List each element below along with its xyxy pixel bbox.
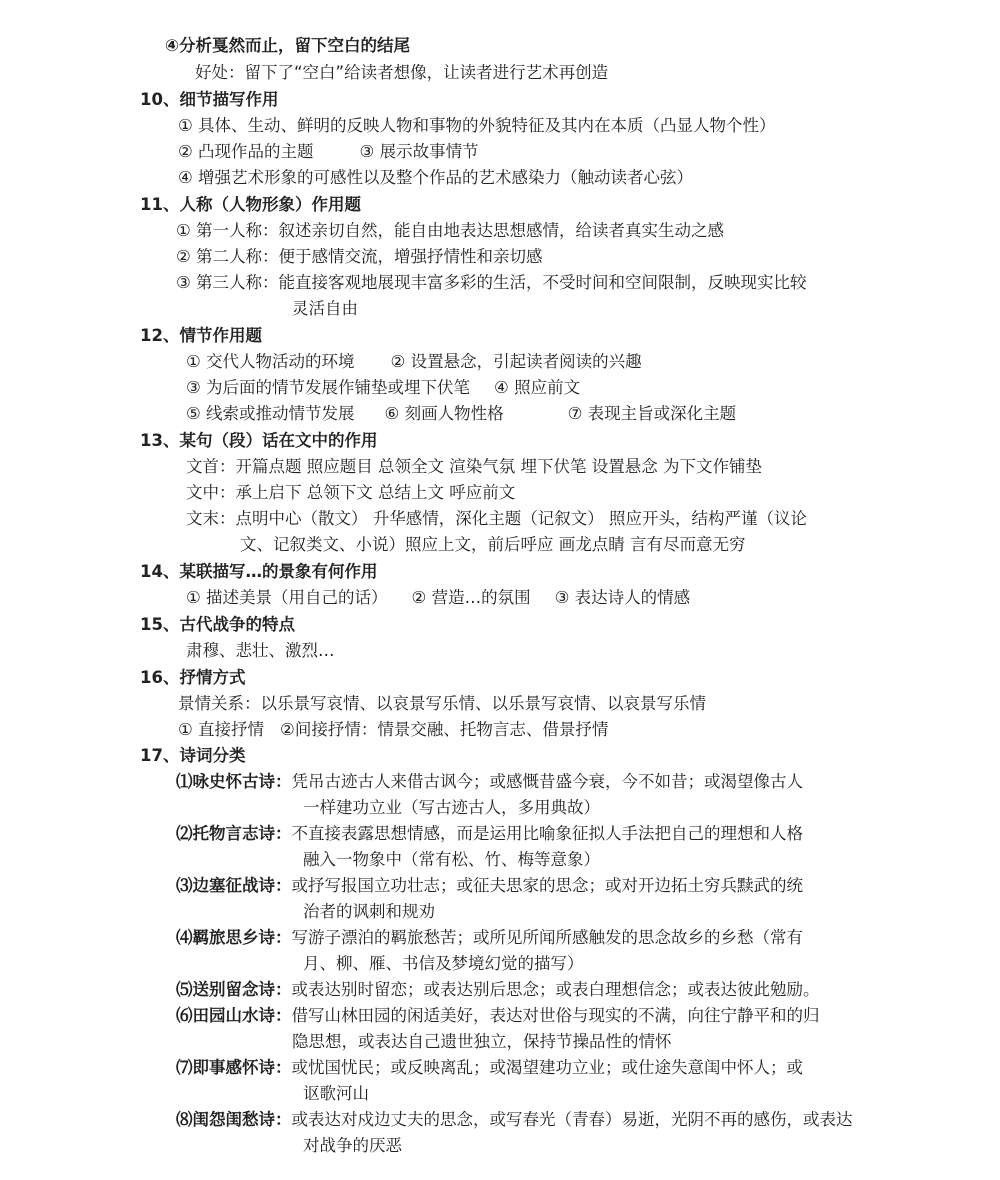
list-item: ① 直接抒情	[178, 720, 265, 739]
list-item: ⑥ 刻画人物性格	[384, 404, 504, 423]
poem-category-continuation: 讴歌河山	[303, 1084, 369, 1103]
poem-category	[176, 1057, 803, 1079]
list-item: ② 凸现作品的主题	[178, 142, 314, 161]
poem-category-text: 或表达对戍边丈夫的思念，或写春光（青春）易逝，光阴不再的感伤，或表达	[291, 1110, 853, 1129]
list-item: ③ 展示故事情节	[359, 142, 479, 161]
section-heading: 15、古代战争的特点	[140, 615, 295, 634]
poem-category-text: 凭吊古迹古人来借古讽今；或感慨昔盛今衰，今不如昔；或渴望像古人	[291, 772, 803, 791]
poem-category-continuation: 月、柳、雁、书信及梦境幻觉的描写）	[303, 954, 584, 973]
poem-category-text: 或忧国忧民；或反映离乱；或渴望建功立业；或仕途失意闺中怀人；或	[291, 1058, 803, 1077]
list-item: ① 交代人物活动的环境	[186, 352, 355, 371]
section-heading: 16、抒情方式	[140, 668, 246, 687]
poem-category-text: 或表达别时留恋；或表达别后思念；或表白理想信念；或表达彼此勉励。	[291, 980, 820, 999]
section-heading: 10、细节描写作用	[140, 90, 279, 109]
poem-category-label: ⑻闺怨闺愁诗：	[176, 1110, 292, 1129]
list-item: ① 描述美景（用自己的话）	[186, 588, 388, 607]
poem-category	[176, 979, 820, 1001]
poem-category	[176, 771, 803, 793]
section-heading: 11、人称（人物形象）作用题	[140, 195, 361, 214]
list-row	[186, 351, 642, 373]
poem-category-text: 或抒写报国立功壮志；或征夫思家的思念；或对开边拓土穷兵黩武的统	[291, 876, 803, 895]
usage-end-continuation: 文、记叙类文、小说）照应上文，前后呼应 画龙点睛 言有尽而意无穷	[240, 535, 746, 554]
usage-end: 文末：点明中心（散文） 升华感情，深化主题（记叙文） 照应开头，结构严谨（议论	[186, 509, 807, 528]
poem-category-continuation: 一样建功立业（写古迹古人，多用典故）	[303, 798, 600, 817]
list-row	[186, 403, 736, 425]
poem-category-text: 写游子漂泊的羁旅愁苦；或所见所闻所感触发的思念故乡的乡愁（常有	[291, 928, 803, 947]
list-item: ① 第一人称：叙述亲切自然，能自由地表达思想感情，给读者真实生动之感	[176, 221, 725, 240]
poem-category	[176, 875, 803, 897]
poem-category-text: 不直接表露思想情感，而是运用比喻象征拟人手法把自己的理想和人格	[291, 824, 803, 843]
list-item: ⑦ 表现主旨或深化主题	[567, 404, 737, 423]
poem-category-label: ⑴咏史怀古诗：	[176, 772, 292, 791]
section-text: 肃穆、悲壮、激烈…	[186, 641, 335, 660]
item-benefit: 好处：留下了“空白”给读者想像，让读者进行艺术再创造	[195, 63, 609, 82]
poem-category-label: ⑺即事感怀诗：	[176, 1058, 292, 1077]
list-row	[186, 587, 690, 609]
poem-category-label: ⑷羁旅思乡诗：	[176, 928, 292, 947]
section-heading: 14、某联描写…的景象有何作用	[140, 562, 378, 581]
list-item: ② 第二人称：便于感情交流，增强抒情性和亲切感	[176, 247, 543, 266]
list-item: ③ 为后面的情节发展作铺垫或埋下伏笔	[186, 378, 471, 397]
list-item: ② 营造…的氛围	[411, 588, 531, 607]
section-heading: 12、情节作用题	[140, 326, 262, 345]
list-item: ②间接抒情：情景交融、托物言志、借景抒情	[280, 720, 609, 739]
item-title: ④分析戛然而止，留下空白的结尾	[165, 36, 410, 55]
list-row	[178, 141, 479, 163]
poem-category-continuation: 对战争的厌恶	[303, 1136, 402, 1155]
list-item: ③ 第三人称：能直接客观地展现丰富多彩的生活，不受时间和空间限制，反映现实比较	[176, 273, 807, 292]
poem-category	[176, 823, 803, 845]
usage-start: 文首：开篇点题 照应题目 总领全文 渲染气氛 埋下伏笔 设置悬念 为下文作铺垫	[186, 457, 762, 476]
poem-category	[176, 1109, 853, 1131]
poem-category-label: ⑹田园山水诗：	[176, 1006, 292, 1025]
list-item: ① 具体、生动、鲜明的反映人物和事物的外貌特征及其内在本质（凸显人物个性）	[178, 116, 776, 135]
list-item: ④ 照应前文	[494, 378, 581, 397]
poem-category-label: ⑵托物言志诗：	[176, 824, 292, 843]
poem-category-continuation: 治者的讽刺和规劝	[303, 902, 435, 921]
list-item: ② 设置悬念，引起读者阅读的兴趣	[390, 352, 642, 371]
list-item: ⑤ 线索或推动情节发展	[186, 404, 355, 423]
poem-category	[176, 1005, 820, 1027]
poem-category-continuation: 融入一物象中（常有松、竹、梅等意象）	[303, 850, 600, 869]
poem-category-text: 借写山林田园的闲适美好，表达对世俗与现实的不满，向往宁静平和的归	[291, 1006, 820, 1025]
section-text: 景情关系：以乐景写哀情、以哀景写乐情、以乐景写哀情、以哀景写乐情	[178, 694, 706, 713]
list-item: ④ 增强艺术形象的可感性以及整个作品的艺术感染力（触动读者心弦）	[178, 168, 694, 187]
poem-category-label: ⑶边塞征战诗：	[176, 876, 292, 895]
usage-middle: 文中：承上启下 总领下文 总结上文 呼应前文	[186, 483, 516, 502]
list-item: ③ 表达诗人的情感	[554, 588, 691, 607]
section-heading: 17、诗词分类	[140, 746, 246, 765]
poem-category-continuation: 隐思想，或表达自己遗世独立，保持节操品性的情怀	[292, 1032, 672, 1051]
poem-category-label: ⑸送别留念诗：	[176, 980, 292, 999]
list-row	[178, 719, 608, 741]
list-row	[186, 377, 580, 399]
poem-category	[176, 927, 803, 949]
list-item-continuation: 灵活自由	[292, 299, 358, 318]
section-heading: 13、某句（段）话在文中的作用	[140, 431, 378, 450]
